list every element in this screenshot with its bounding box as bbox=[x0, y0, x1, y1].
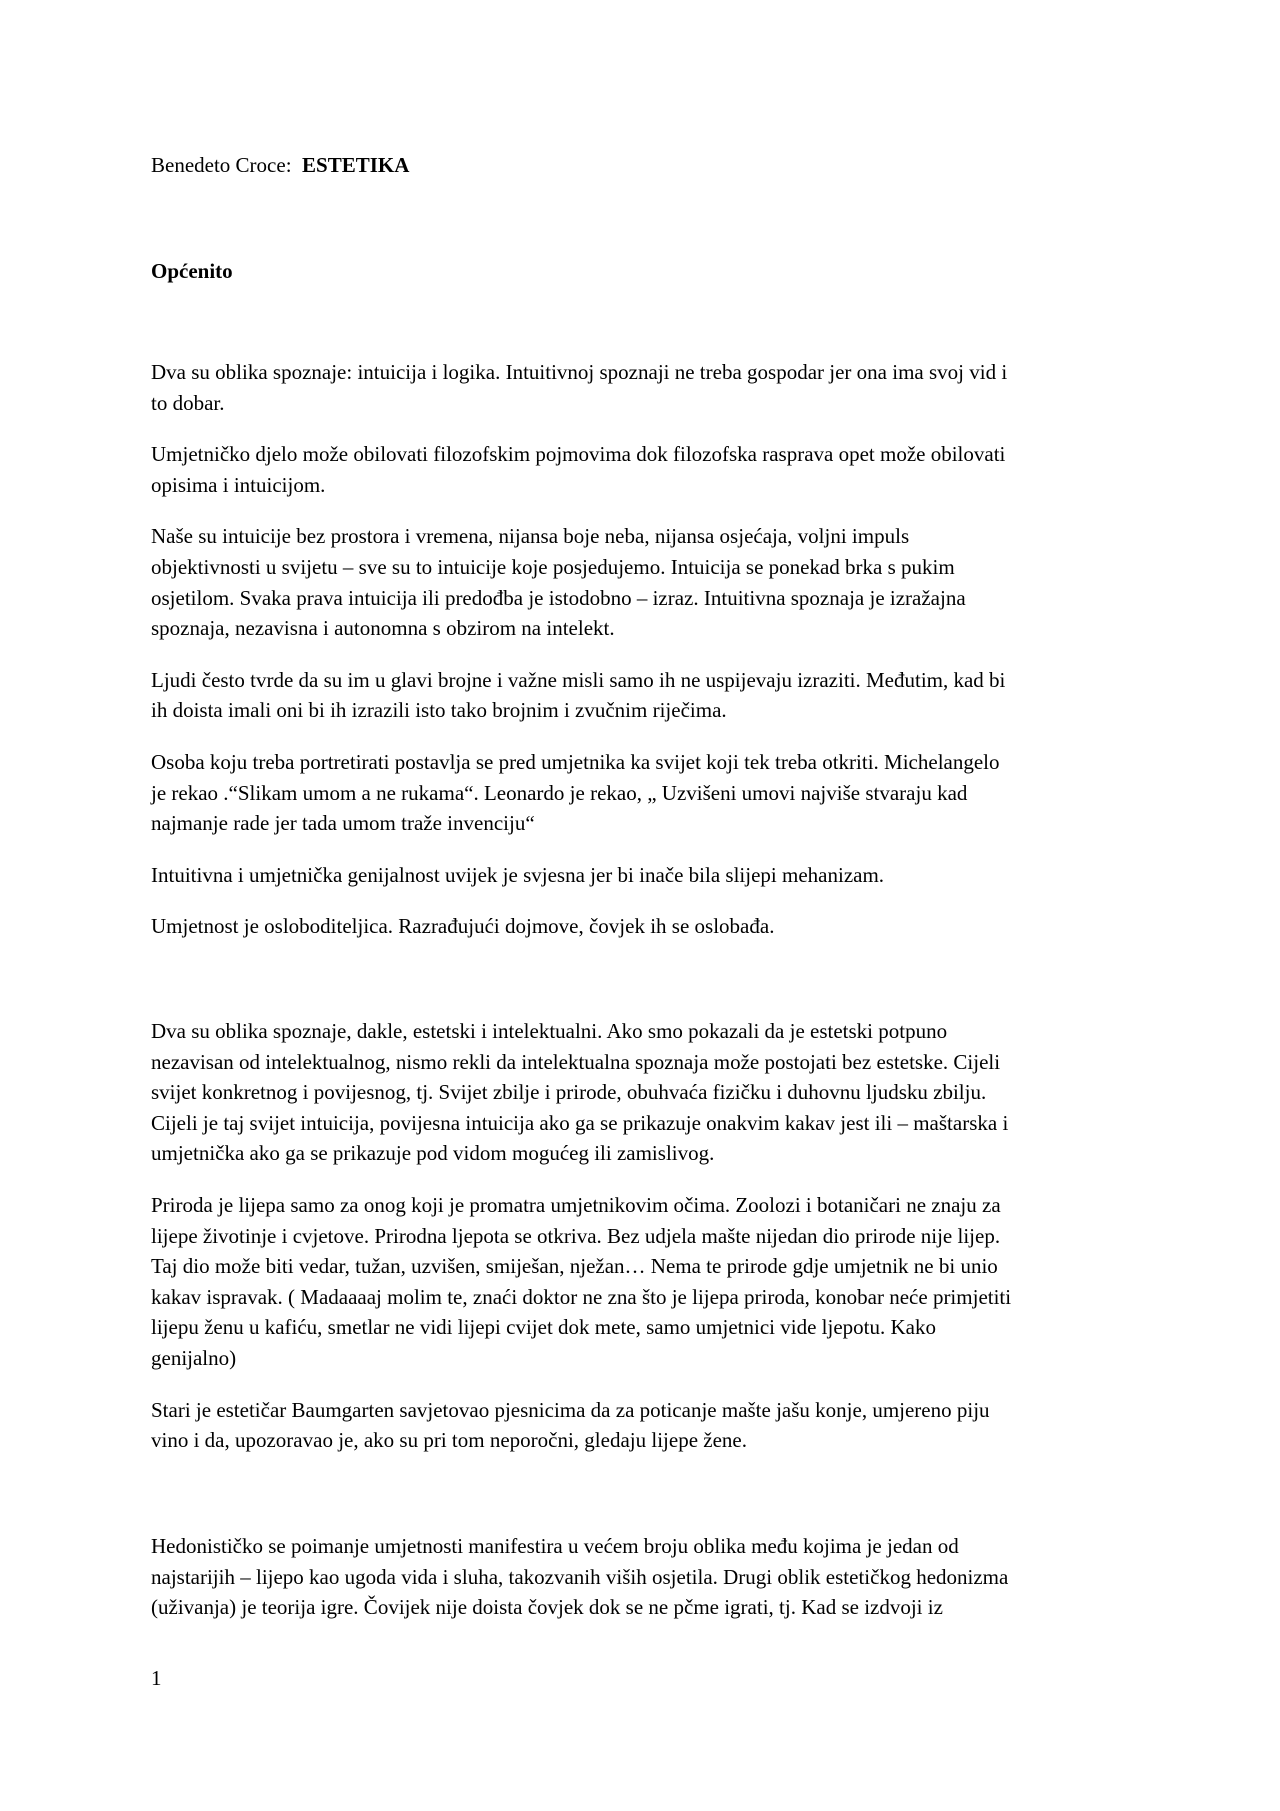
text-line: (uživanja) je teorija igre. Čovijek nije doista čovjek dok se ne pčme igrati, tj. Kad se izdvoji iz bbox=[151, 1595, 943, 1620]
paragraph bbox=[151, 357, 1136, 418]
text-line: Ljudi često tvrde da su im u glavi brojne i važne misli samo ih ne uspijevaju izraziti. Međutim, kad bi bbox=[151, 667, 1006, 692]
text-block-3 bbox=[151, 1531, 1136, 1623]
text-line: spoznaja, nezavisna i autonomna s obzirom na intelekt. bbox=[151, 616, 615, 641]
text-line: ih doista imali oni bi ih izrazili isto tako brojnim i zvučnim riječima. bbox=[151, 698, 727, 723]
text-line: osjetilom. Svaka prava intuicija ili predođba je istodobno – izraz. Intuitivna spoznaja je izražajna bbox=[151, 585, 966, 610]
text-line: Hedonističko se poimanje umjetnosti manifestira u većem broju oblika među kojima je jedan od bbox=[151, 1534, 959, 1558]
text-line: Osoba koju treba portretirati postavlja se pred umjetnika ka svijet koji tek treba otkriti. Michelangelo bbox=[151, 749, 1000, 774]
paragraph bbox=[151, 1190, 1136, 1374]
paragraph bbox=[151, 521, 1136, 643]
work-title: ESTETIKA bbox=[302, 153, 410, 177]
text-line: Naše su intuicije bez prostora i vremena, nijansa boje neba, nijansa osjećaja, voljni impuls bbox=[151, 524, 910, 549]
text-block-2 bbox=[151, 1016, 1136, 1477]
text-line: Cijeli je taj svijet intuicija, povijesna intuicija ako ga se prikazuje onakvim kakav jest ili – maštarska i bbox=[151, 1110, 1009, 1135]
text-line: genijalno) bbox=[151, 1345, 237, 1370]
text-line: lijepu ženu u kafiću, smetlar ne vidi lijepi cvijet dok mete, samo umjetnici vide ljepotu. Kako bbox=[151, 1315, 936, 1340]
text-line: Dva su oblika spoznaje, dakle, estetski i intelektualni. Ako smo pokazali da je estetski potpuno bbox=[151, 1019, 948, 1043]
text-block-1 bbox=[151, 357, 1136, 963]
text-line: Priroda je lijepa samo za onog koji je promatra umjetnikovim očima. Zoolozi i botaničari ne znaju za bbox=[151, 1192, 1001, 1217]
paragraph bbox=[151, 911, 1136, 942]
text-line: opisima i intuicijom. bbox=[151, 472, 326, 497]
paragraph bbox=[151, 1016, 1136, 1169]
text-line: je rekao .“Slikam umom a ne rukama“. Leonardo je rekao, „ Uzvišeni umovi najviše stvaraju kad bbox=[151, 780, 968, 805]
text-line: najstarijih – lijepo kao ugoda vida i sluha, takozvanih viših osjetila. Drugi oblik estetičkog hedonizma bbox=[151, 1564, 1009, 1589]
document-page bbox=[151, 0, 1136, 1811]
section-heading: Općenito bbox=[151, 259, 233, 283]
paragraph bbox=[151, 747, 1136, 839]
text-line: Dva su oblika spoznaje: intuicija i logika. Intuitivnoj spoznaji ne treba gospodar jer ona ima svoj vid i bbox=[151, 360, 1008, 384]
text-line: svijet konkretnog i povijesnog, tj. Svijet zbilje i prirode, obuhvaća fizičku i duhovnu ljudsku zbilju. bbox=[151, 1080, 987, 1105]
page-number: 1 bbox=[151, 1666, 162, 1690]
text-line: to dobar. bbox=[151, 390, 225, 415]
paragraph bbox=[151, 439, 1136, 500]
text-line: Stari je estetičar Baumgarten savjetovao pjesnicima da za poticanje mašte jašu konje, umjereno piju bbox=[151, 1397, 990, 1422]
text-line: kakav ispravak. ( Madaaaaj molim te, znaći doktor ne zna što je lijepa priroda, konobar neće primjetiti bbox=[151, 1284, 1012, 1309]
text-line: Umjetnost je osloboditeljica. Razrađujući dojmove, čovjek ih se oslobađa. bbox=[151, 914, 775, 939]
text-line: Taj dio može biti vedar, tužan, uzvišen, smiješan, nježan… Nema te prirode gdje umjetnik ne bi unio bbox=[151, 1254, 998, 1279]
text-line: lijepe životinje i cvjetove. Prirodna ljepota se otkriva. Bez udjela mašte nijedan dio prirode nije lijep. bbox=[151, 1223, 1001, 1248]
document-title bbox=[151, 150, 409, 180]
paragraph bbox=[151, 665, 1136, 726]
text-line: objektivnosti u svijetu – sve su to intuicije koje posjedujemo. Intuicija se ponekad brka s pukim bbox=[151, 554, 955, 579]
paragraph bbox=[151, 1531, 1136, 1623]
paragraph bbox=[151, 860, 1136, 891]
paragraph bbox=[151, 1395, 1136, 1456]
text-line: nezavisan od intelektualnog, nismo rekli da intelektualna spoznaja može postojati bez estetske. Cijeli bbox=[151, 1049, 1001, 1074]
text-line: vino i da, upozoravao je, ako su pri tom neporočni, gledaju lijepe žene. bbox=[151, 1428, 747, 1453]
author-name: Benedeto Croce: bbox=[151, 153, 292, 177]
text-line: Intuitivna i umjetnička genijalnost uvijek je svjesna jer bi inače bila slijepi mehanizam. bbox=[151, 862, 885, 887]
text-line: najmanje rade jer tada umom traže invenciju“ bbox=[151, 811, 535, 836]
text-line: umjetnička ako ga se prikazuje pod vidom mogućeg ili zamislivog. bbox=[151, 1141, 715, 1166]
text-line: Umjetničko djelo može obilovati filozofskim pojmovima dok filozofska rasprava opet može obilovati bbox=[151, 442, 1006, 467]
